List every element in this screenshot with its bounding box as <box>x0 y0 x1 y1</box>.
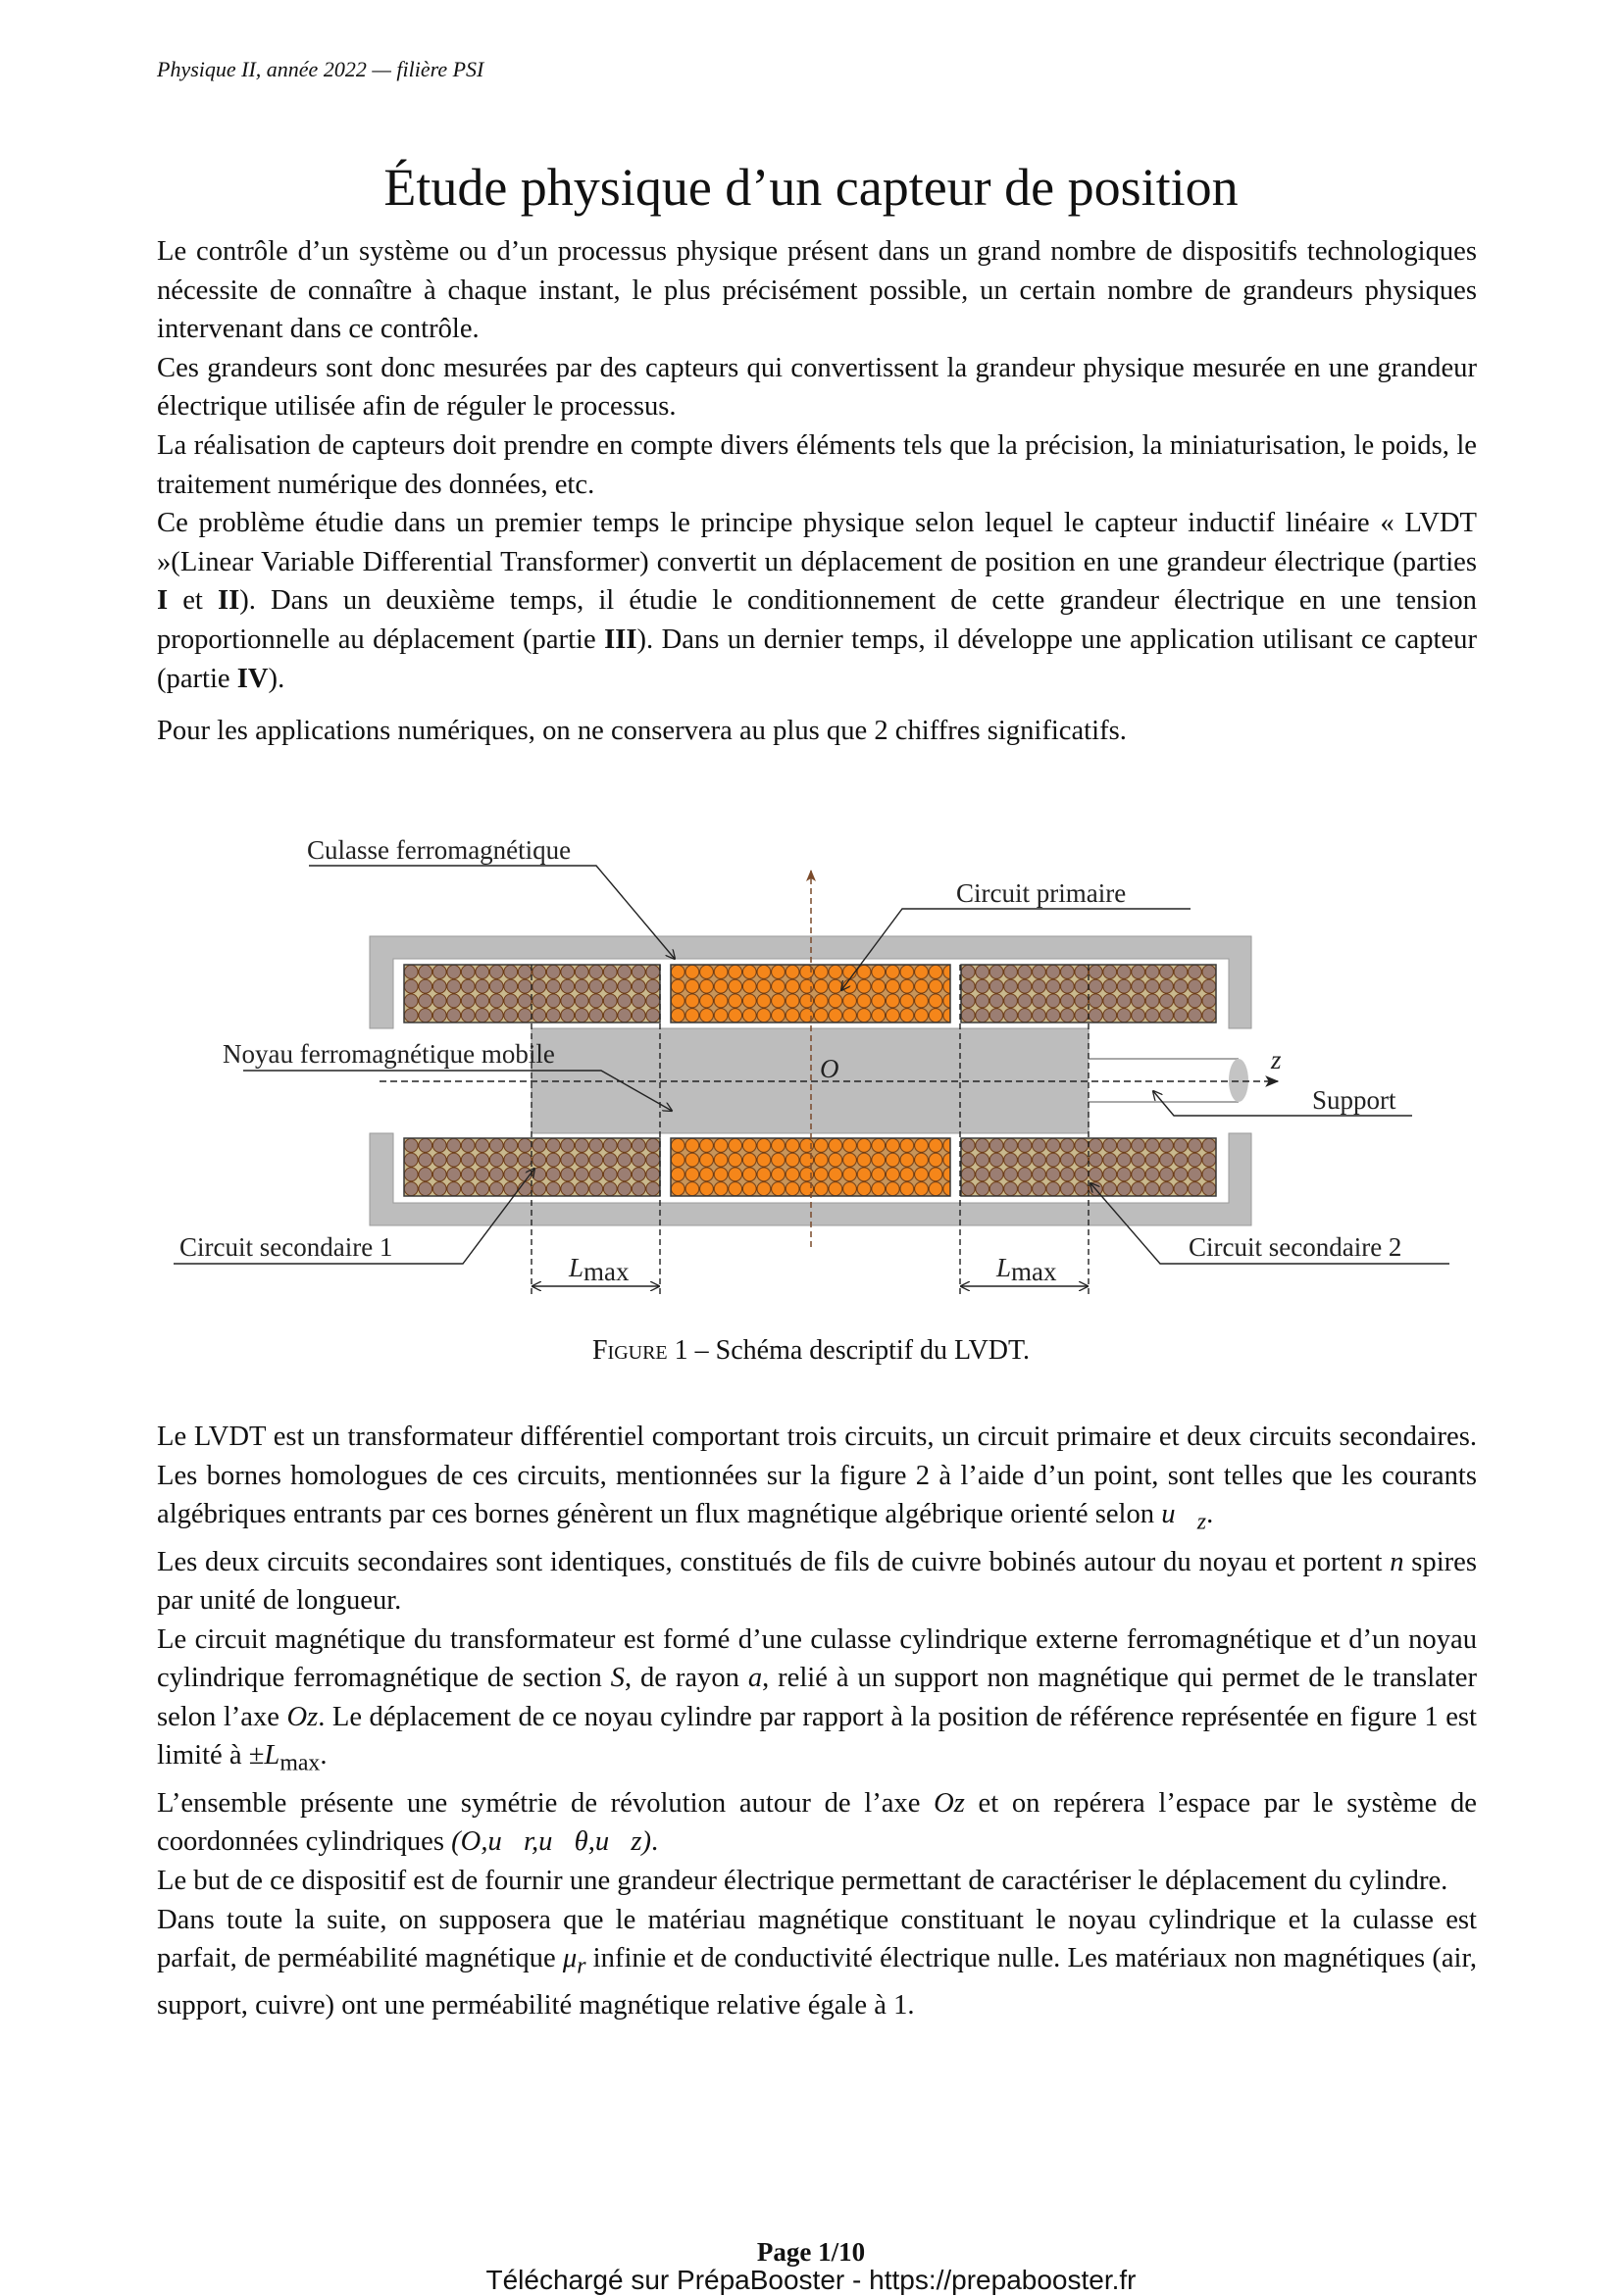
figure-number: Figure 1 <box>591 1335 688 1366</box>
secondaire-1-label: Circuit secondaire 1 <box>179 1232 393 1262</box>
lmax-symbol: L <box>569 1253 584 1282</box>
running-header: Physique II, année 2022 — filière PSI <box>157 57 484 81</box>
support-label: Support <box>1312 1085 1396 1115</box>
support-rod <box>1089 1059 1248 1102</box>
page-title: Étude physique d’un capteur de position <box>383 158 1239 217</box>
intro-paragraph-1: Le contrôle d’un système ou d’un processus physique présent dans un grand nombre de dispositifs technologiques nécessite de connaître à chaque instant, le plus précisément possible, un certain nombre de grandeurs physiques intervenant dans ce contrôle. <box>157 236 1477 345</box>
description-section <box>157 1418 1477 2025</box>
intro-paragraph-5: Pour les applications numériques, on ne conservera au plus que 2 chiffres significatifs. <box>157 716 1127 747</box>
text: ). Dans un deuxième temps, il étudie le conditionnement de cette grandeur électrique en une tension proportionnelle au déplacement (partie <box>157 585 1477 655</box>
text: Dans toute la suite, on supposera que le matériau magnétique constituant le noyau cylindrique et la culasse est parfait, de perméabilité magnétique <box>157 1904 1477 1974</box>
part-ref: II <box>217 585 240 617</box>
figure-caption <box>0 1335 1622 1367</box>
math-subscript: r <box>577 1953 586 1979</box>
part-ref: III <box>604 624 637 655</box>
text: et <box>168 585 218 617</box>
math-symbol: a <box>747 1663 763 1694</box>
math-symbol: μ <box>562 1943 578 1974</box>
math-symbol: L <box>264 1740 280 1772</box>
math-symbol: S <box>610 1663 625 1694</box>
text: Le circuit magnétique du transformateur est formé d’une culasse cylindrique externe ferromagnétique et d’un noyau cylindrique ferromagnétique de section <box>157 1623 1477 1694</box>
lmax-symbol: L <box>996 1253 1012 1282</box>
intro-paragraph-2: Ces grandeurs sont donc mesurées par des capteurs qui convertissent la grandeur physique mesurée en une grandeur électrique utilisée afin de réguler le processus. <box>157 352 1477 423</box>
text: spires par unité de longueur. <box>157 1546 1477 1617</box>
caption-text: – Schéma descriptif du LVDT. <box>687 1335 1031 1366</box>
lmax-dimension-right <box>961 1253 1088 1286</box>
page-number: Page 1/10 <box>756 2237 866 2267</box>
text: . <box>651 1826 659 1858</box>
text: Le LVDT est un transformateur différentiel comportant trois circuits, un circuit primaire et deux circuits secondaires. Les bornes homologues de ces circuits, mentionnées sur la figure 2 à l’aide d’un point, sont telles que les courants algébriques entrants par ces bornes génèrent un flux magnétique algébrique orienté selon <box>157 1422 1477 1530</box>
origin-label: O <box>820 1054 839 1083</box>
primary-coil-top <box>671 965 950 1023</box>
math-subscript: max <box>279 1751 321 1777</box>
math-symbol: Oz <box>286 1701 319 1732</box>
text: . Le déplacement de ce noyau cylindre par rapport à la position de référence représentée en figure 1 est limité à ± <box>157 1701 1477 1772</box>
text: . <box>1206 1499 1214 1530</box>
text: L’ensemble présente une symétrie de révolution autour de l’axe <box>157 1787 935 1819</box>
text: , de rayon <box>624 1663 748 1694</box>
download-footer: Téléchargé sur PrépaBooster - https://prepabooster.fr <box>485 2265 1137 2295</box>
noyau-label: Noyau ferromagnétique mobile <box>223 1039 555 1069</box>
intro-paragraph-3: La réalisation de capteurs doit prendre en compte divers éléments tels que la précision, la miniaturisation, le poids, le traitement numérique des données, etc. <box>157 429 1477 500</box>
text: Ce problème étudie dans un premier temps le principe physique selon lequel le capteur inductif linéaire « LVDT »(Linear Variable Differential Transformer) convertit un déplacement de position en une grandeur électrique (parties <box>157 508 1477 577</box>
noyau-core <box>532 1028 1089 1133</box>
culasse-label: Culasse ferromagnétique <box>307 835 572 865</box>
paragraph-hypotheses <box>157 1901 1477 2026</box>
math-subscript: z <box>1196 1509 1207 1535</box>
math-symbol: n <box>1390 1546 1404 1577</box>
paragraph-lvdt <box>157 1418 1477 1543</box>
lmax-left-label <box>568 1253 630 1286</box>
text: ). <box>268 663 285 694</box>
z-axis-label: z <box>1271 1045 1282 1074</box>
math-vector: u⃗ <box>1161 1499 1197 1530</box>
lmax-right-label <box>995 1253 1057 1286</box>
paragraph-circuit-magnetique <box>157 1621 1477 1784</box>
lmax-dimension-left <box>532 1253 659 1286</box>
math-symbol: Oz <box>934 1787 965 1819</box>
primaire-label: Circuit primaire <box>956 878 1127 908</box>
text: ). Dans un dernier temps, il développe une application utilisant ce capteur (partie <box>157 624 1477 694</box>
text: infinie et de conductivité électrique nulle. Les matériaux non magnétiques (air, support, cuivre) ont une perméabilité magnétique relative égale à 1. <box>157 1943 1477 2021</box>
secondaire-2-label: Circuit secondaire 2 <box>1189 1232 1402 1262</box>
paragraph-secondaires <box>157 1543 1477 1621</box>
paragraph-but: Le but de ce dispositif est de fournir une grandeur électrique permettant de caractériser le déplacement du cylindre. <box>157 1865 1448 1896</box>
part-ref: I <box>157 585 169 617</box>
text: , relié à un support non magnétique qui permet de le translater selon l’axe <box>157 1663 1477 1732</box>
lmax-subscript: max <box>583 1257 630 1286</box>
math-coordinates: (O,u⃗r,u⃗θ,u⃗z) <box>451 1826 652 1858</box>
text: Les deux circuits secondaires sont identiques, constitués de fils de cuivre bobinés autour du noyau et portent <box>157 1546 1391 1577</box>
paragraph-symetrie <box>157 1784 1477 1862</box>
text: . <box>320 1740 328 1772</box>
lmax-subscript: max <box>1011 1257 1057 1286</box>
text: et on repérera l’espace par le système de coordonnées cylindriques <box>157 1787 1477 1858</box>
part-ref: IV <box>236 663 269 694</box>
